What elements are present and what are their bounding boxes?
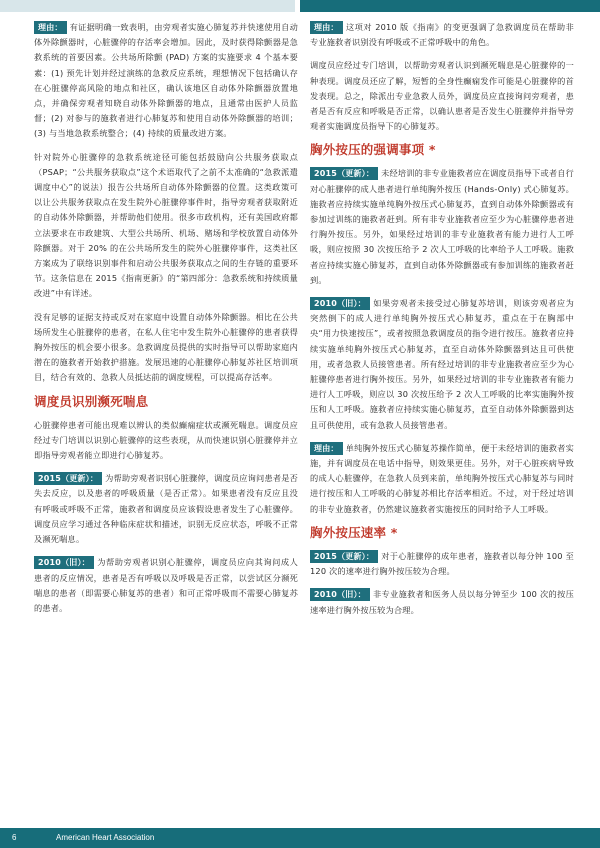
paragraph [310,296,574,433]
old-2010-tag: 2010（旧）： [310,588,370,601]
section-heading: 调度员识别濒死喘息 [34,393,149,409]
paragraph-text: 没有足够的证据支持或反对在家庭中设置自动体外除颤器。相比在公共场所发生心脏骤停的患者，在私人住宅中发生院外心脏骤停的患者获得胸外按压的机会要小很多。急救调度员提供的实时指导可以帮助家庭内潜在的施救者开始救护措施。发展迅速的心脏骤停心肺复苏社区培训项目，结合有效的、急救人员抵达前的调度规程，可以提高存活率。 [34,311,298,383]
paragraph [310,20,574,50]
paragraph-text: 有证据明确一致表明，由旁观者实施心肺复苏并快速使用自动体外除颤器时，心脏骤停的存活率会增加。因此，及时获得除颤器是急救系统的首要因素。公共场所除颤 (PAD) 方案的实施要求 4 个基本要素：(1) 预先计划并经过演练的急救反应系统，理想情况下包括确认存在心脏骤停高风险的地点和社区，确认该地区自动体外除颤器放置地点，并确保旁观者知晓自动体外除颤器的地点，且通常由医护人员监督；(2) 对参与的施救者进行心肺复苏和使用自动体外除颤器的培训；(3) 与当地急救系统整合；(4) 持续的质量改进方案。 [34,22,298,139]
old-2010-tag: 2010（旧）： [310,297,370,310]
paragraph [34,150,298,302]
paragraph [310,587,574,617]
old-2010-tag: 2010（旧）： [34,556,94,569]
update-2015-tag: 2015（更新）： [34,472,102,485]
rationale-tag: 理由： [310,442,343,455]
top-band-right [300,0,600,12]
paragraph-text: 针对院外心脏骤停的急救系统途径可能包括鼓励向公共服务获取点（PSAP；“公共服务获取点”这个术语取代了之前不太准确的“急救派遣调度中心”的说法）报告公共场所自动体外除颤器的位置。这类政策可以让公共服务获取点在发生院外心脏骤停事件时，指导旁观者获取附近的自动体外除颤器，并帮助他们使用。很多市政机构，还有美国政府都立法要求在市政建筑、大型公共场所、机场、赌场和学校放置自动体外除颤器。对于 20% 的在公共场所发生的院外心脏骤停事件，这类社区方案成为了联络识别事件和启动公共服务获取点之间的生存链的重要环节。这条信息在 2015《指南更新》的“第四部分：急救系统和持续质量改进”中有详述。 [34,151,298,299]
rationale-tag: 理由： [310,21,343,34]
paragraph-text: 如果旁观者未接受过心肺复苏培训，则该旁观者应为突然倒下的成人进行单纯胸外按压式心肺复苏，重点在于在胸部中央“用力快速按压”，或者按照急救调度员的指令进行按压。施救者应持续实施单纯胸外按压式心肺复苏，直至自动体外除颤器到达且可供使用，或者急救人员接管患者。所有经过培训的非专业施救者应至少为心脏骤停患者进行胸外按压。另外，如果经过培训的非专业施救者有能力进行人工呼吸，则应以 30 次按压给予 2 次人工呼吸的比率实施胸外按压和人工呼吸。施救者应持续实施心肺复苏，直至自动体外除颤器到达且可供使用，或有急救人员接管患者。 [310,298,574,430]
rationale-tag: 理由： [34,21,67,34]
paragraph [34,471,298,547]
update-2015-tag: 2015（更新）： [310,550,378,563]
paragraph [310,58,574,134]
paragraph-text: 这项对 2010 版《指南》的变更强调了急救调度员在帮助非专业施救者识别没有呼吸或不正常呼吸中的角色。 [310,22,574,48]
paragraph-text: 为帮助旁观者识别心脏骤停，调度员应向其询问成人患者的反应情况，患者是否有呼吸以及呼吸是否正常，以尝试区分濒死喘息的患者（即需要心肺复苏的患者）和可正常呼吸而不需要心肺复苏的患者。 [34,557,298,613]
paragraph-text: 单纯胸外按压式心肺复苏操作简单，便于未经培训的施救者实施，并有调度员在电话中指导，则效果更佳。另外，对于心脏疾病导致的成人心脏骤停，在急救人员到来前，单纯胸外按压式心肺复苏与同时进行按压和人工呼吸的心肺复苏相比存活率相近。不过，对于经过培训的非专业施救者，仍然建议施救者实施按压的同时给予人工呼吸。 [310,442,574,514]
paragraph [34,555,298,616]
paragraph [310,441,574,517]
paragraph-text: 非专业施救者和医务人员以每分钟至少 100 次的按压速率进行胸外按压较为合理。 [310,589,574,615]
paragraph-text: 未经培训的非专业施救者应在调度员指导下或者自行对心脏骤停的成人患者进行单纯胸外按压 (Hands-Only) 式心肺复苏。施救者应持续实施单纯胸外按压式心肺复苏，直到自动体外除颤器或有参加过训练的施救者赶到。所有非专业施救者应至少为心脏骤停患者进行胸外按压。另外，如果经过培训的非专业施救者有能力进行人工呼吸，则应按照 30 次按压给予 2 次人工呼吸的比率给予人工呼吸。施救者应持续实施心肺复苏，直到自动体外除颤器或有参加训练的施救者赶到。 [310,168,574,285]
paragraph [34,418,298,464]
update-2015-tag: 2015（更新）： [310,167,378,180]
section-heading: 胸外按压的强调事项 * [310,142,436,158]
top-band-left [0,0,295,12]
left-column [34,20,298,624]
paragraph [310,549,574,579]
paragraph-text: 心脏骤停患者可能出现难以辨认的类似癫痫症状或濒死喘息。调度员应经过专门培训以识别心脏骤停的这些表现，从而快速识别心脏骤停并立即指导旁观者能立即进行心肺复苏。 [34,419,298,461]
page-number: 6 [12,833,17,842]
footer-organization: American Heart Association [56,833,155,842]
paragraph [310,166,574,288]
paragraph-text: 调度员应经过专门培训，以帮助旁观者认识到濒死喘息是心脏骤停的一种表现。调度员还应了解，短暂的全身性癫痫发作可能是心脏骤停的首发表现。总之，除派出专业急救人员外，调度员应直接询问旁观者，患者是否有反应和呼吸是否正常，以确认患者是否发生心脏骤停并指导旁观者实施调度员指导下的心肺复苏。 [310,60,574,132]
paragraph [34,310,298,386]
section-heading: 胸外按压速率 * [310,524,398,540]
paragraph [34,20,298,142]
right-column [310,20,574,626]
paragraph-text: 为帮助旁观者识别心脏骤停，调度员应询问患者是否失去反应，以及患者的呼吸质量（是否正常）。如果患者没有反应且没有呼吸或呼吸不正常，施救者和调度员应该假设患者发生了心脏骤停。调度员应学习通过各种临床症状和描述，识别无反应状态，呼吸不正常及濒死喘息。 [34,473,298,545]
paragraph-text: 对于心脏骤停的成年患者，施救者以每分钟 100 至 120 次的速率进行胸外按压较为合理。 [310,550,574,577]
